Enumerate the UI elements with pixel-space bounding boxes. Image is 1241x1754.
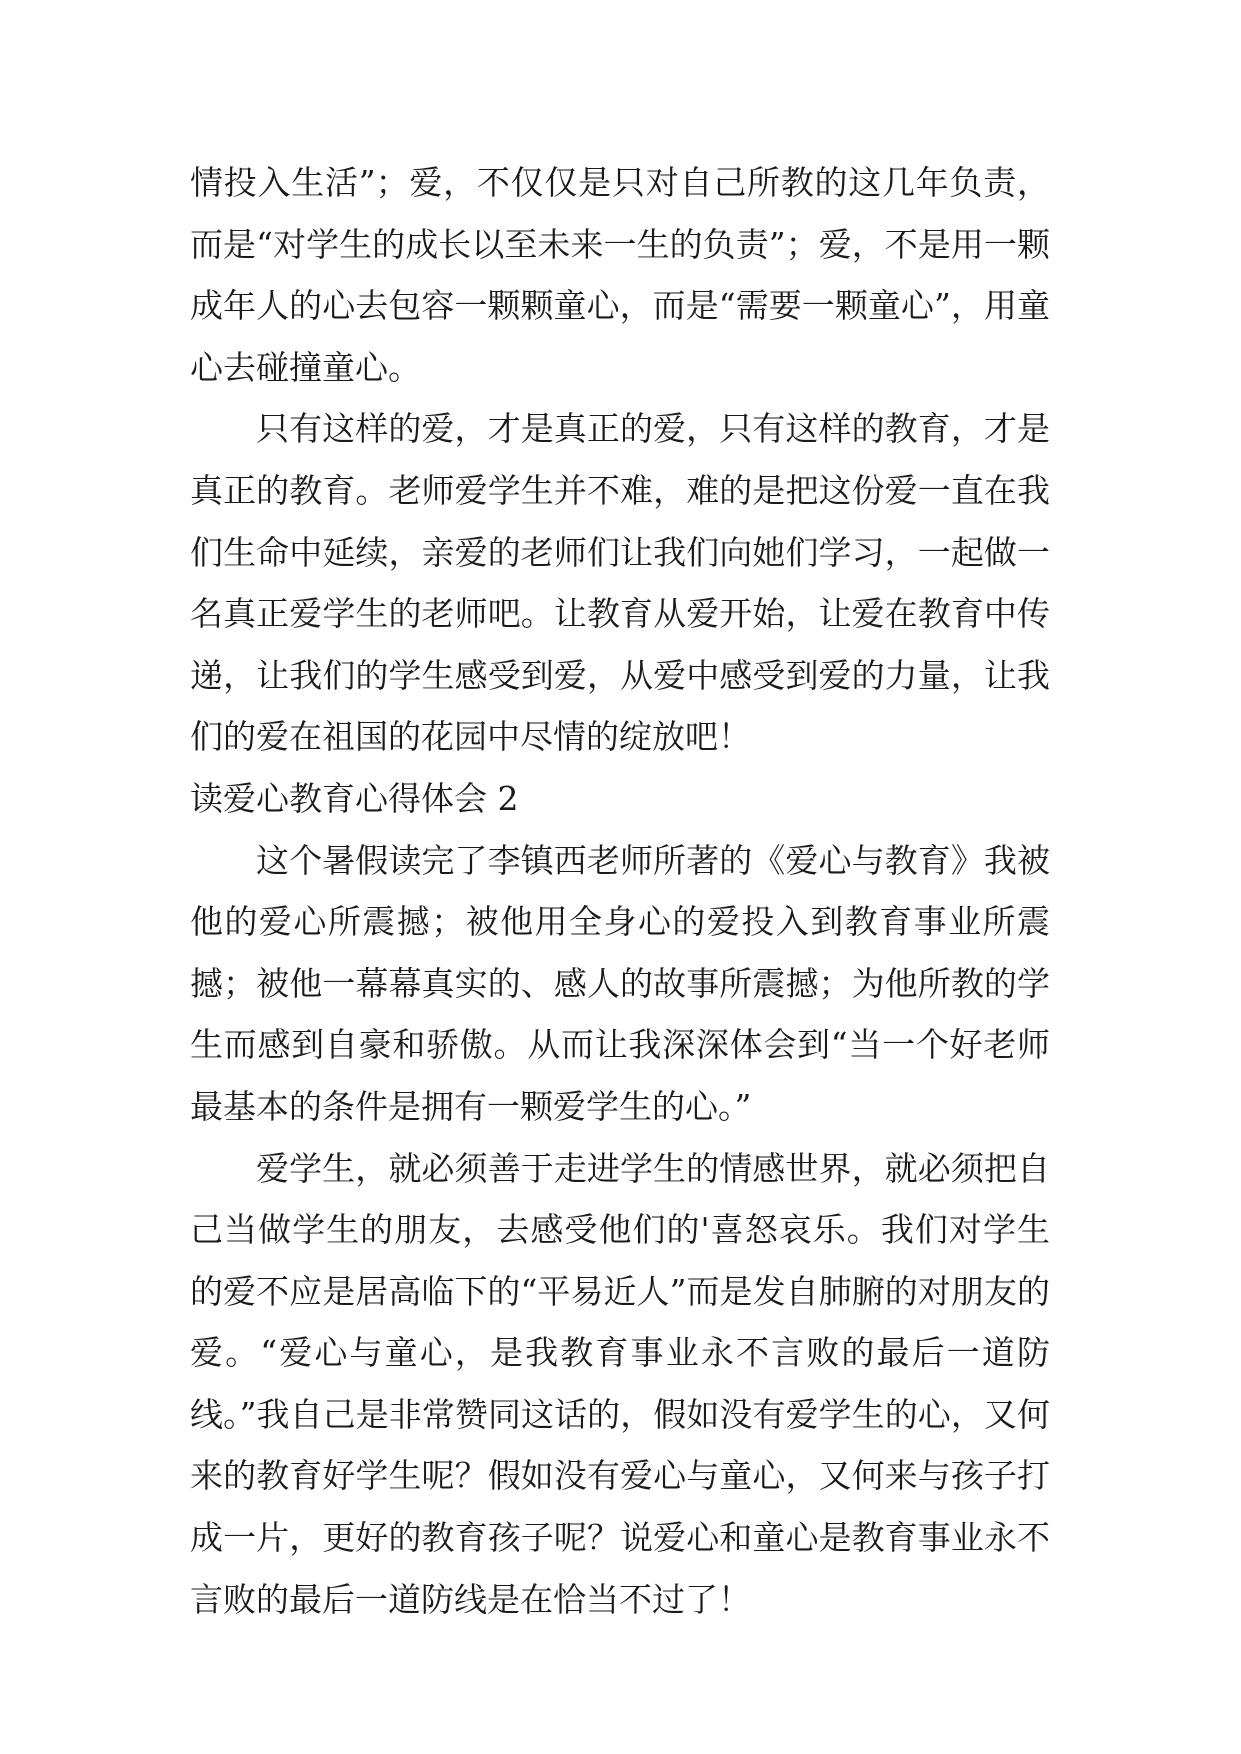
paragraph: 只有这样的爱，才是真正的爱，只有这样的教育，才是真正的教育。老师爱学生并不难，难的是把这份爱一直在我们生命中延续，亲爱的老师们让我们向她们学习，一起做一名真正爱学生的老师吧。让教育从爱开始，让爱在教育中传递，让我们的学生感受到爱，从爱中感受到爱的力量，让我们的爱在祖国的花园中尽情的绽放吧！ <box>190 409 1050 757</box>
document-body <box>190 152 1050 1630</box>
section-title: 读爱心教育心得体会 2 <box>190 778 519 818</box>
paragraph-continuation: 情投入生活”；爱，不仅仅是只对自己所教的这几年负责，而是“对学生的成长以至未来一生的负责”；爱，不是用一颗成年人的心去包容一颗颗童心，而是“需要一颗童心”，用童心去碰撞童心。 <box>190 163 1050 387</box>
paragraph: 这个暑假读完了李镇西老师所著的《爱心与教育》我被他的爱心所震撼；被他用全身心的爱投入到教育事业所震撼；被他一幕幕真实的、感人的故事所震撼；为他所教的学生而感到自豪和骄傲。从而让我深深体会到“当一个好老师最基本的条件是拥有一颗爱学生的心。” <box>190 840 1050 1126</box>
paragraph: 爱学生，就必须善于走进学生的情感世界，就必须把自己当做学生的朋友，去感受他们的'喜怒哀乐。我们对学生的爱不应是居高临下的“平易近人”而是发自肺腑的对朋友的爱。“爱心与童心，是我教育事业永不言败的最后一道防线。”我自己是非常赞同这话的，假如没有爱学生的心，又何来的教育好学生呢？假如没有爱心与童心，又何来与孩子打成一片，更好的教育孩子呢？说爱心和童心是教育事业永不言败的最后一道防线是在恰当不过了！ <box>190 1148 1050 1619</box>
